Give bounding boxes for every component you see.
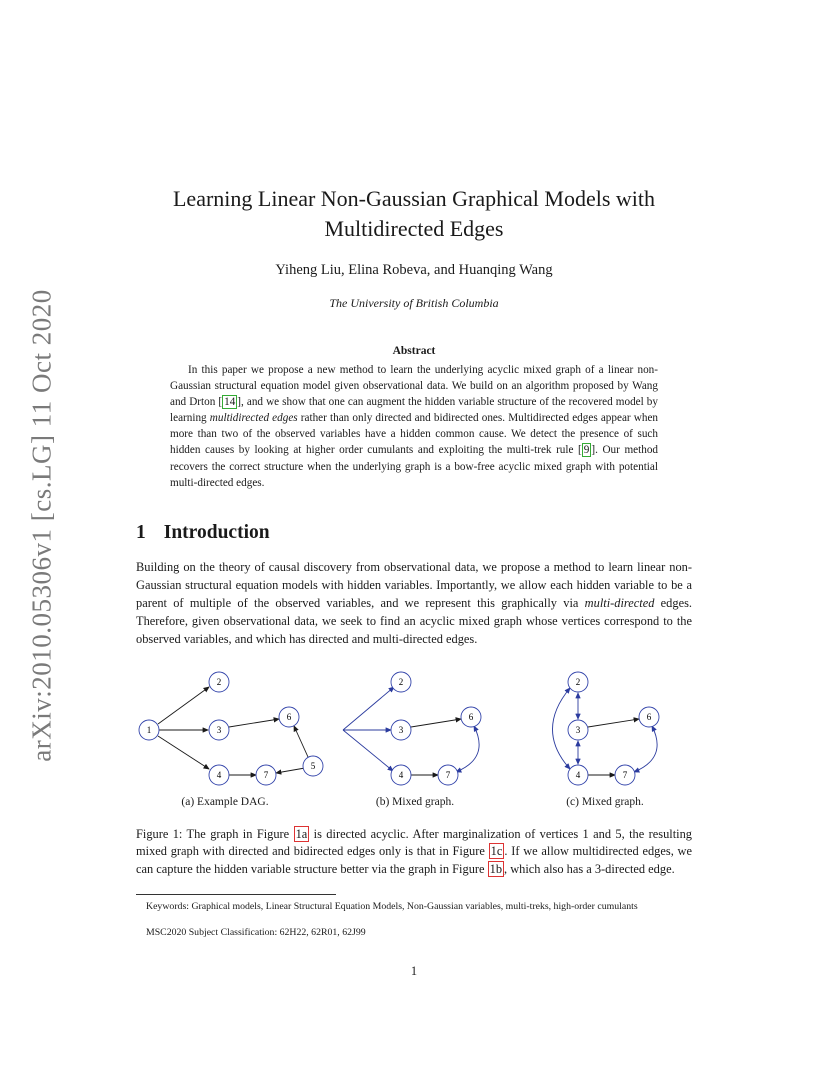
graph-node <box>568 720 588 740</box>
node-label: 1 <box>146 725 152 735</box>
graph-node <box>438 765 458 785</box>
node-label: 7 <box>445 770 451 780</box>
node-label: 2 <box>398 677 404 687</box>
node-label: 6 <box>646 712 652 722</box>
edge-3-6 <box>229 719 279 727</box>
node-label: 4 <box>398 770 404 780</box>
node-label: 3 <box>216 725 222 735</box>
graph-node <box>139 720 159 740</box>
figure-ref-link[interactable]: 1c <box>490 844 503 859</box>
graph-node <box>391 720 411 740</box>
graph-node <box>209 720 229 740</box>
footnote-divider <box>136 894 336 895</box>
citation-link[interactable]: 14 <box>224 396 236 409</box>
edge-1-4 <box>158 736 209 769</box>
section-number: 1 <box>136 522 146 543</box>
abstract-text: ]. Our method recovers the correct structure when the underlying graph is a bow-free acyclic mixed graph with potential multi-directed edges. <box>170 444 659 489</box>
msc-footnote: MSC2020 Subject Classification: 62H22, 62R01, 62J99 <box>146 927 366 938</box>
paper-title: Learning Linear Non-Gaussian Graphical Models with Multidirected Edges <box>172 186 656 241</box>
intro-text: edges. Therefore, given observational data, we seek to find an acyclic mixed graph whose vertices correspond to the observed variables, and which has directed and multi-directed edges. <box>136 596 692 646</box>
node-label: 2 <box>575 677 581 687</box>
node-label: 7 <box>263 770 269 780</box>
graph-node <box>461 707 481 727</box>
subcaption-a: (a) Example DAG. <box>181 796 269 808</box>
intro-emphasis: multi-directed <box>584 596 655 610</box>
section-title: Introduction <box>163 522 270 543</box>
edge-3-6 <box>588 719 639 727</box>
node-label: 5 <box>310 761 316 771</box>
graph-c <box>553 672 660 785</box>
graph-node <box>615 765 635 785</box>
edge-5-6 <box>294 726 308 757</box>
graph-node <box>209 765 229 785</box>
intro-paragraph <box>136 558 692 648</box>
caption-text: Figure 1: The graph in Figure <box>136 827 294 841</box>
bidirected-edge-2-4 <box>553 688 571 769</box>
figure-caption <box>136 826 692 878</box>
node-label: 4 <box>216 770 222 780</box>
graph-b <box>343 672 481 785</box>
node-label: 6 <box>468 712 474 722</box>
graph-node <box>209 672 229 692</box>
subcaption-c: (c) Mixed graph. <box>566 796 644 808</box>
bidirected-edge-6-7 <box>456 726 479 772</box>
page-number: 1 <box>410 964 418 978</box>
caption-text: . If we allow multidirected edges, we can capture the hidden variable structure better via the graph in Figure <box>136 844 692 876</box>
intro-text: Building on the theory of causal discovery from observational data, we propose a method to learn linear non-Gaussian structural equation models with hidden variables. Importantly, we allow each hidden variable to be a parent of multiple of the observed variables, and we represent this graphically via <box>136 560 692 610</box>
abstract-text: rather than only directed and bidirected ones. Multidirected edges appear when more than two of the observed variables have a hidden common cause. We detect the presence of such hidden causes by looking at higher order cumulants and exploiting the multi-trek rule [ <box>170 412 659 457</box>
node-label: 2 <box>216 677 222 687</box>
author-list: Yiheng Liu, Elina Robeva, and Huanqing Wang <box>275 262 553 278</box>
multi-edge-to-4 <box>343 730 393 771</box>
graph-node <box>639 707 659 727</box>
graph-node <box>303 756 323 776</box>
abstract-heading: Abstract <box>392 345 436 357</box>
citation-link[interactable]: 9 <box>583 444 590 457</box>
figure-ref-link[interactable]: 1a <box>295 827 308 841</box>
caption-text: , which also has a 3-directed edge. <box>504 861 675 876</box>
graph-node <box>568 765 588 785</box>
node-label: 3 <box>575 725 581 735</box>
graph-node <box>391 672 411 692</box>
bidirected-edge-6-7 <box>634 726 657 772</box>
abstract-body <box>170 362 658 491</box>
edge-1-2 <box>158 687 209 724</box>
node-label: 4 <box>575 770 581 780</box>
abstract-text: ], and we show that one can augment the hidden variable structure of the recovered model by learning <box>170 396 658 425</box>
abstract-text: In this paper we propose a new method to learn the underlying acyclic mixed graph of a linear non-Gaussian structural equation model given observational data. We build on an algorithm proposed by Wang and Drton [ <box>170 364 658 409</box>
figure-ref-link[interactable]: 1b <box>489 861 503 876</box>
edge-5-7 <box>276 768 305 773</box>
caption-text: is directed acyclic. After marginalization of vertices 1 and 5, the resulting mixed graph with directed and bidirected edges only is that in Figure <box>136 827 692 859</box>
multi-edge-to-2 <box>343 687 394 730</box>
graph-node <box>256 765 276 785</box>
subcaption-b: (b) Mixed graph. <box>375 796 455 808</box>
section-heading <box>136 522 270 544</box>
node-label: 6 <box>286 712 292 722</box>
affiliation: The University of British Columbia <box>329 296 499 310</box>
keywords-footnote: Keywords: Graphical models, Linear Structural Equation Models, Non-Gaussian variables, multi-treks, high-order cumulants <box>146 901 638 912</box>
graph-node <box>568 672 588 692</box>
arxiv-id-text: arXiv:2010.05306v1 [cs.LG] 11 Oct 2020 <box>26 288 57 762</box>
abstract-emphasis: multidirected edges <box>209 412 298 425</box>
node-label: 3 <box>398 725 404 735</box>
graph-a <box>139 672 323 785</box>
edge-3-6 <box>411 719 461 727</box>
node-label: 7 <box>622 770 628 780</box>
graph-node <box>391 765 411 785</box>
graph-node <box>279 707 299 727</box>
arxiv-stamp <box>22 290 62 760</box>
